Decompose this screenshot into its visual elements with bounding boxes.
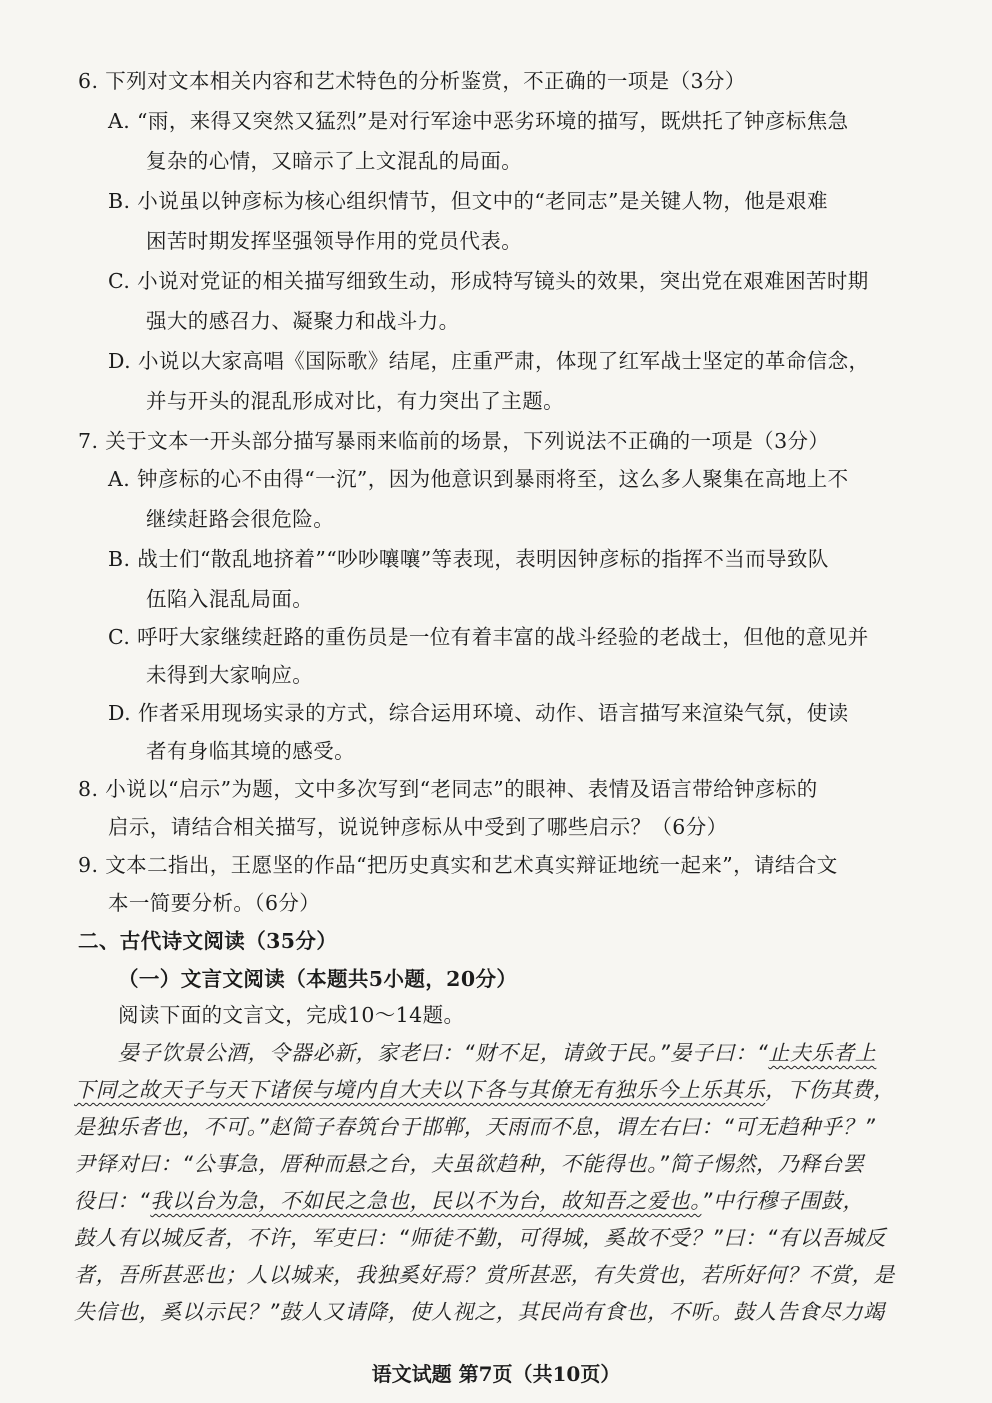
passage-line-4: 尹铎对曰：“公事急，厝种而悬之台，夫虽欲趋种，不能得也。”简子惕然，乃释台罢 — [74, 1152, 865, 1176]
reading-instruction: 阅读下面的文言文，完成10～14题。 — [118, 1003, 465, 1027]
q7-option-b-line2: 伍陷入混乱局面。 — [146, 587, 314, 611]
q6-option-a-line2: 复杂的心情，又暗示了上文混乱的局面。 — [146, 149, 523, 173]
q7-option-a-line2: 继续赶路会很危险。 — [146, 507, 335, 531]
passage-line-1 — [118, 1040, 876, 1066]
q7-stem: 7. 关于文本一开头部分描写暴雨来临前的场景，下列说法不正确的一项是（3分） — [78, 429, 830, 453]
q9-line2: 本一简要分析。（6分） — [108, 891, 321, 915]
q7-option-c-line1: C. 呼吁大家继续赶路的重伤员是一位有着丰富的战斗经验的老战士，但他的意见并 — [108, 625, 869, 649]
q6-option-b-line2: 困苦时期发挥坚强领导作用的党员代表。 — [146, 229, 523, 253]
q8-line1: 8. 小说以“启示”为题，文中多次写到“老同志”的眼神、表情及语言带给钟彦标的 — [78, 777, 818, 801]
passage-line-2-text: ，下伤其费， — [765, 1078, 895, 1102]
q6-option-d-line2: 并与开头的混乱形成对比，有力突出了主题。 — [146, 389, 564, 413]
passage-line-5-underlined: 我以台为急，不如民之急也，民以不为台，故知吾之爱也。 — [150, 1189, 702, 1213]
passage-line-5-text-a: 役曰：“ — [74, 1189, 151, 1213]
passage-line-2 — [74, 1077, 895, 1103]
section-title: 二、古代诗文阅读（35分） — [78, 929, 338, 953]
subsection-title: （一）文言文阅读（本题共5小题，20分） — [118, 967, 518, 991]
q9-line1: 9. 文本二指出，王愿坚的作品“把历史真实和艺术真实辩证地统一起来”，请结合文 — [78, 853, 838, 877]
page-footer: 语文试题 第7页（共10页） — [371, 1362, 621, 1386]
q6-option-d-line1: D. 小说以大家高唱《国际歌》结尾，庄重严肃，体现了红军战士坚定的革命信念， — [108, 349, 870, 373]
q6-option-a-line1: A. “雨，来得又突然又猛烈”是对行军途中恶劣环境的描写，既烘托了钟彦标焦急 — [108, 109, 849, 133]
q6-stem: 6. 下列对文本相关内容和艺术特色的分析鉴赏，不正确的一项是（3分） — [78, 69, 746, 93]
passage-line-8: 失信也，奚以示民？”鼓人又请降，使人视之，其民尚有食也，不听。鼓人告食尽力竭 — [74, 1300, 885, 1324]
q7-option-a-line1: A. 钟彦标的心不由得“一沉”，因为他意识到暴雨将至，这么多人聚集在高地上不 — [108, 467, 849, 491]
q6-option-b-line1: B. 小说虽以钟彦标为核心组织情节，但文中的“老同志”是关键人物，他是艰难 — [108, 189, 828, 213]
q7-option-b-line1: B. 战士们“散乱地挤着”“吵吵嚷嚷”等表现，表明因钟彦标的指挥不当而导致队 — [108, 547, 829, 571]
passage-line-6: 鼓人有以城反者，不许，军吏曰：“师徒不勤，可得城，奚故不受？”曰：“有以吾城反 — [74, 1226, 887, 1250]
q7-option-d-line1: D. 作者采用现场实录的方式，综合运用环境、动作、语言描写来渲染气氛，使读 — [108, 701, 849, 725]
passage-line-5 — [74, 1188, 864, 1214]
passage-line-2-underlined: 下同之故天子与天下诸侯与境内自大夫以下各与其僚无有独乐今上乐其乐 — [74, 1078, 766, 1102]
q6-option-c-line1: C. 小说对党证的相关描写细致生动，形成特写镜头的效果，突出党在艰难困苦时期 — [108, 269, 869, 293]
passage-line-5-text-b: ”中行穆子围鼓， — [701, 1189, 865, 1213]
passage-line-1-text: 晏子饮景公酒，令器必新，家老曰：“财不足，请敛于民。”晏子曰：“ — [118, 1041, 769, 1065]
q7-option-d-line2: 者有身临其境的感受。 — [146, 739, 355, 763]
q6-option-c-line2: 强大的感召力、凝聚力和战斗力。 — [146, 309, 460, 333]
passage-line-7: 者，吾所甚恶也；人以城来，我独奚好焉？赏所甚恶，有失赏也，若所好何？不赏，是 — [74, 1263, 895, 1287]
q7-option-c-line2: 未得到大家响应。 — [146, 663, 314, 687]
passage-line-1-underlined: 止夫乐者上 — [768, 1041, 877, 1065]
passage-line-3: 是独乐者也，不可。”赵简子春筑台于邯郸，天雨而不息，谓左右曰：“可无趋种乎？” — [74, 1115, 876, 1139]
q8-line2: 启示，请结合相关描写，说说钟彦标从中受到了哪些启示？（6分） — [108, 815, 728, 839]
